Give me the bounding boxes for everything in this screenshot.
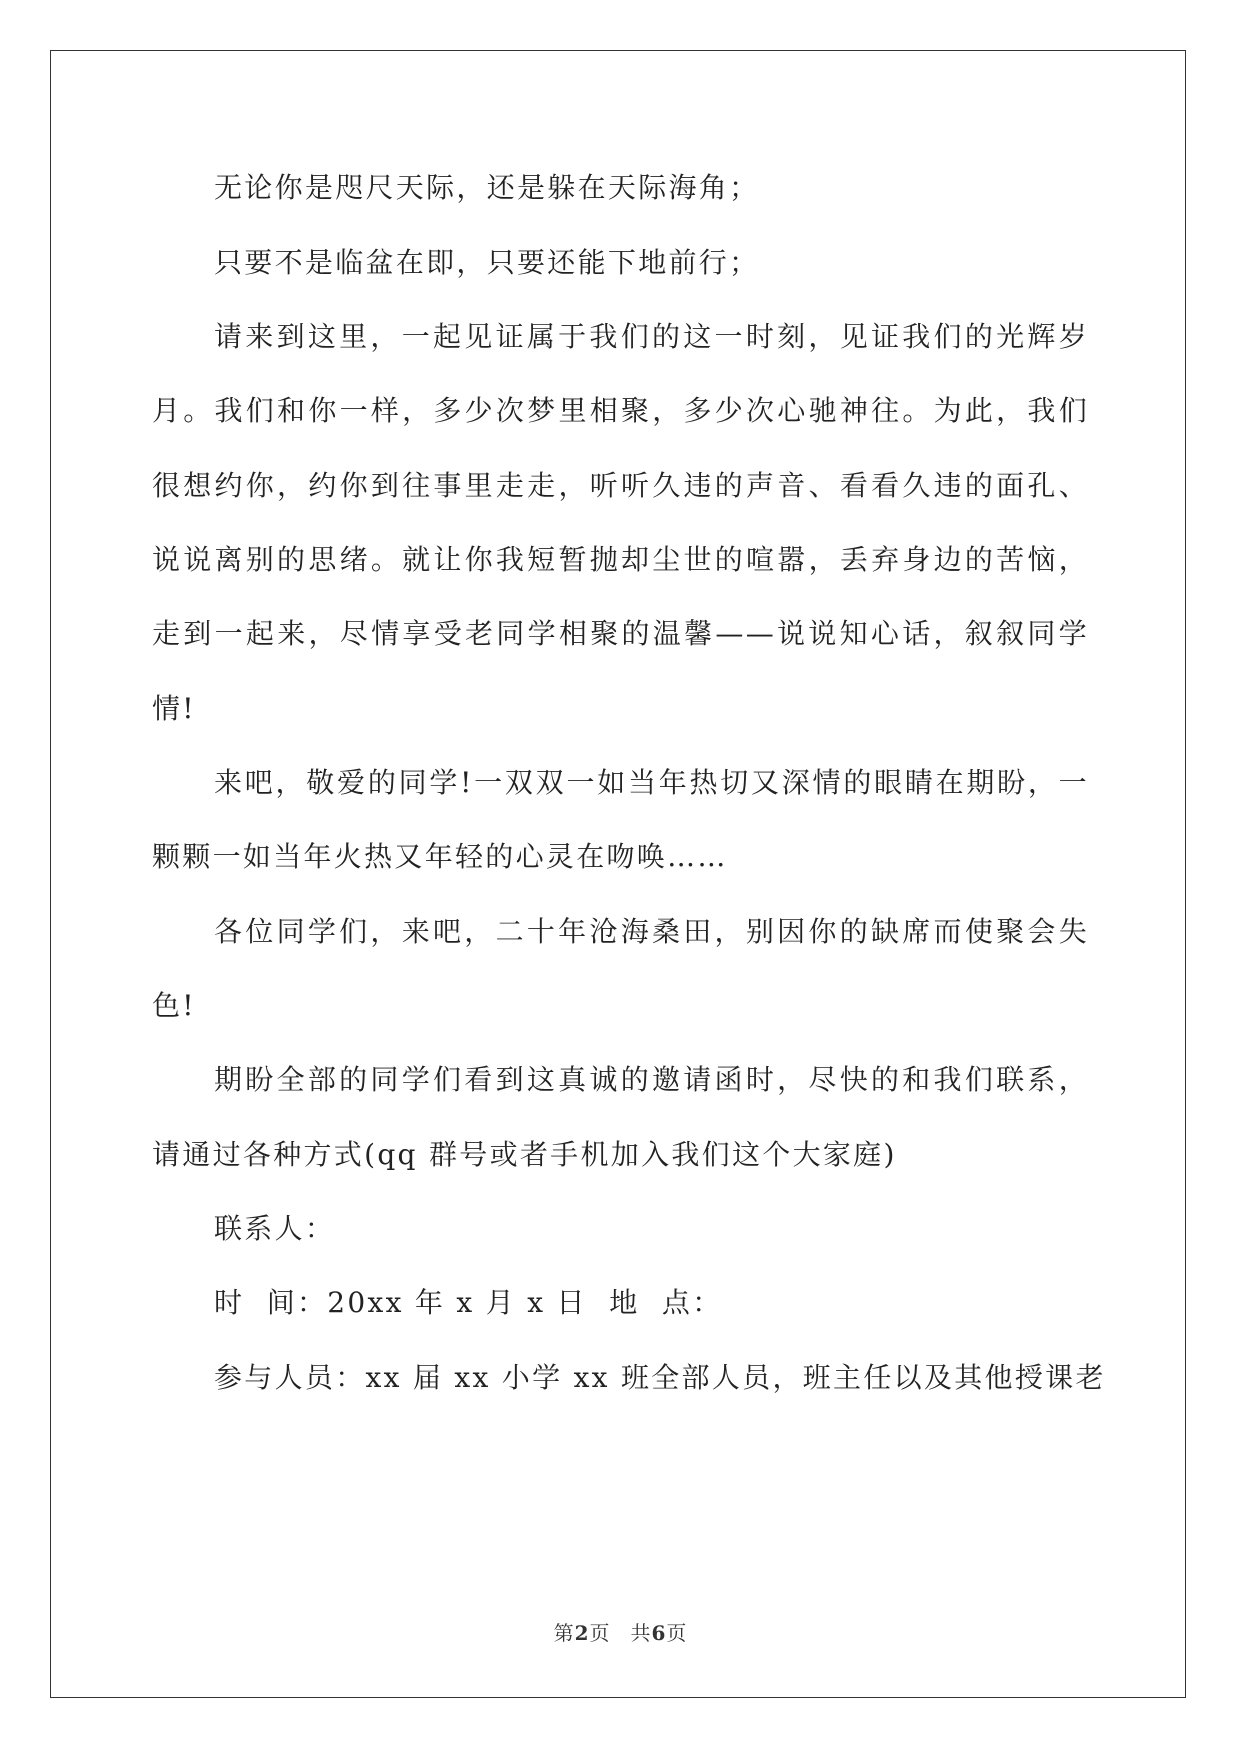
footer-prefix: 第 xyxy=(553,1621,575,1645)
text-line: 无论你是咫尺天际，还是躲在天际海角； xyxy=(214,171,760,204)
footer-total-unit: 页 xyxy=(666,1621,688,1645)
text-line: 颗颗一如当年火热又年轻的心灵在吻唤…… xyxy=(152,840,728,873)
text-line: 请来到这里，一起见证属于我们的这一时刻，见证我们的光辉岁 xyxy=(214,320,1089,353)
current-page-number: 2 xyxy=(574,1621,590,1645)
text-line: 很想约你，约你到往事里走走，听听久违的声音、看看久违的面孔、 xyxy=(152,469,1089,502)
total-page-number: 6 xyxy=(651,1621,667,1645)
text-line: 各位同学们，来吧，二十年沧海桑田，别因你的缺席而使聚会失 xyxy=(214,915,1089,948)
text-line: 色! xyxy=(152,989,196,1022)
text-line: 说说离别的思绪。就让你我短暂抛却尘世的喧嚣，丢弃身边的苦恼， xyxy=(152,543,1089,576)
text-line: 月。我们和你一样，多少次梦里相聚，多少次心驰神往。为此，我们 xyxy=(152,394,1089,427)
page-footer xyxy=(0,1617,1241,1646)
text-line: 参与人员：xx 届 xx 小学 xx 班全部人员，班主任以及其他授课老 xyxy=(214,1361,1106,1394)
text-line: 请通过各种方式(qq 群号或者手机加入我们这个大家庭) xyxy=(152,1138,897,1171)
text-line: 情! xyxy=(152,692,196,725)
text-line: 时 间：20xx 年 x 月 x 日 地 点： xyxy=(214,1286,723,1319)
text-line: 只要不是临盆在即，只要还能下地前行； xyxy=(214,246,760,279)
text-line: 联系人： xyxy=(214,1212,336,1245)
text-line: 期盼全部的同学们看到这真诚的邀请函时，尽快的和我们联系， xyxy=(214,1063,1089,1096)
footer-total-prefix: 共 xyxy=(630,1621,652,1645)
text-line: 来吧，敬爱的同学!一双双一如当年热切又深情的眼睛在期盼，一 xyxy=(214,766,1089,799)
footer-page-unit: 页 xyxy=(589,1621,611,1645)
text-line: 走到一起来，尽情享受老同学相聚的温馨——说说知心话，叙叙同学 xyxy=(152,617,1089,650)
